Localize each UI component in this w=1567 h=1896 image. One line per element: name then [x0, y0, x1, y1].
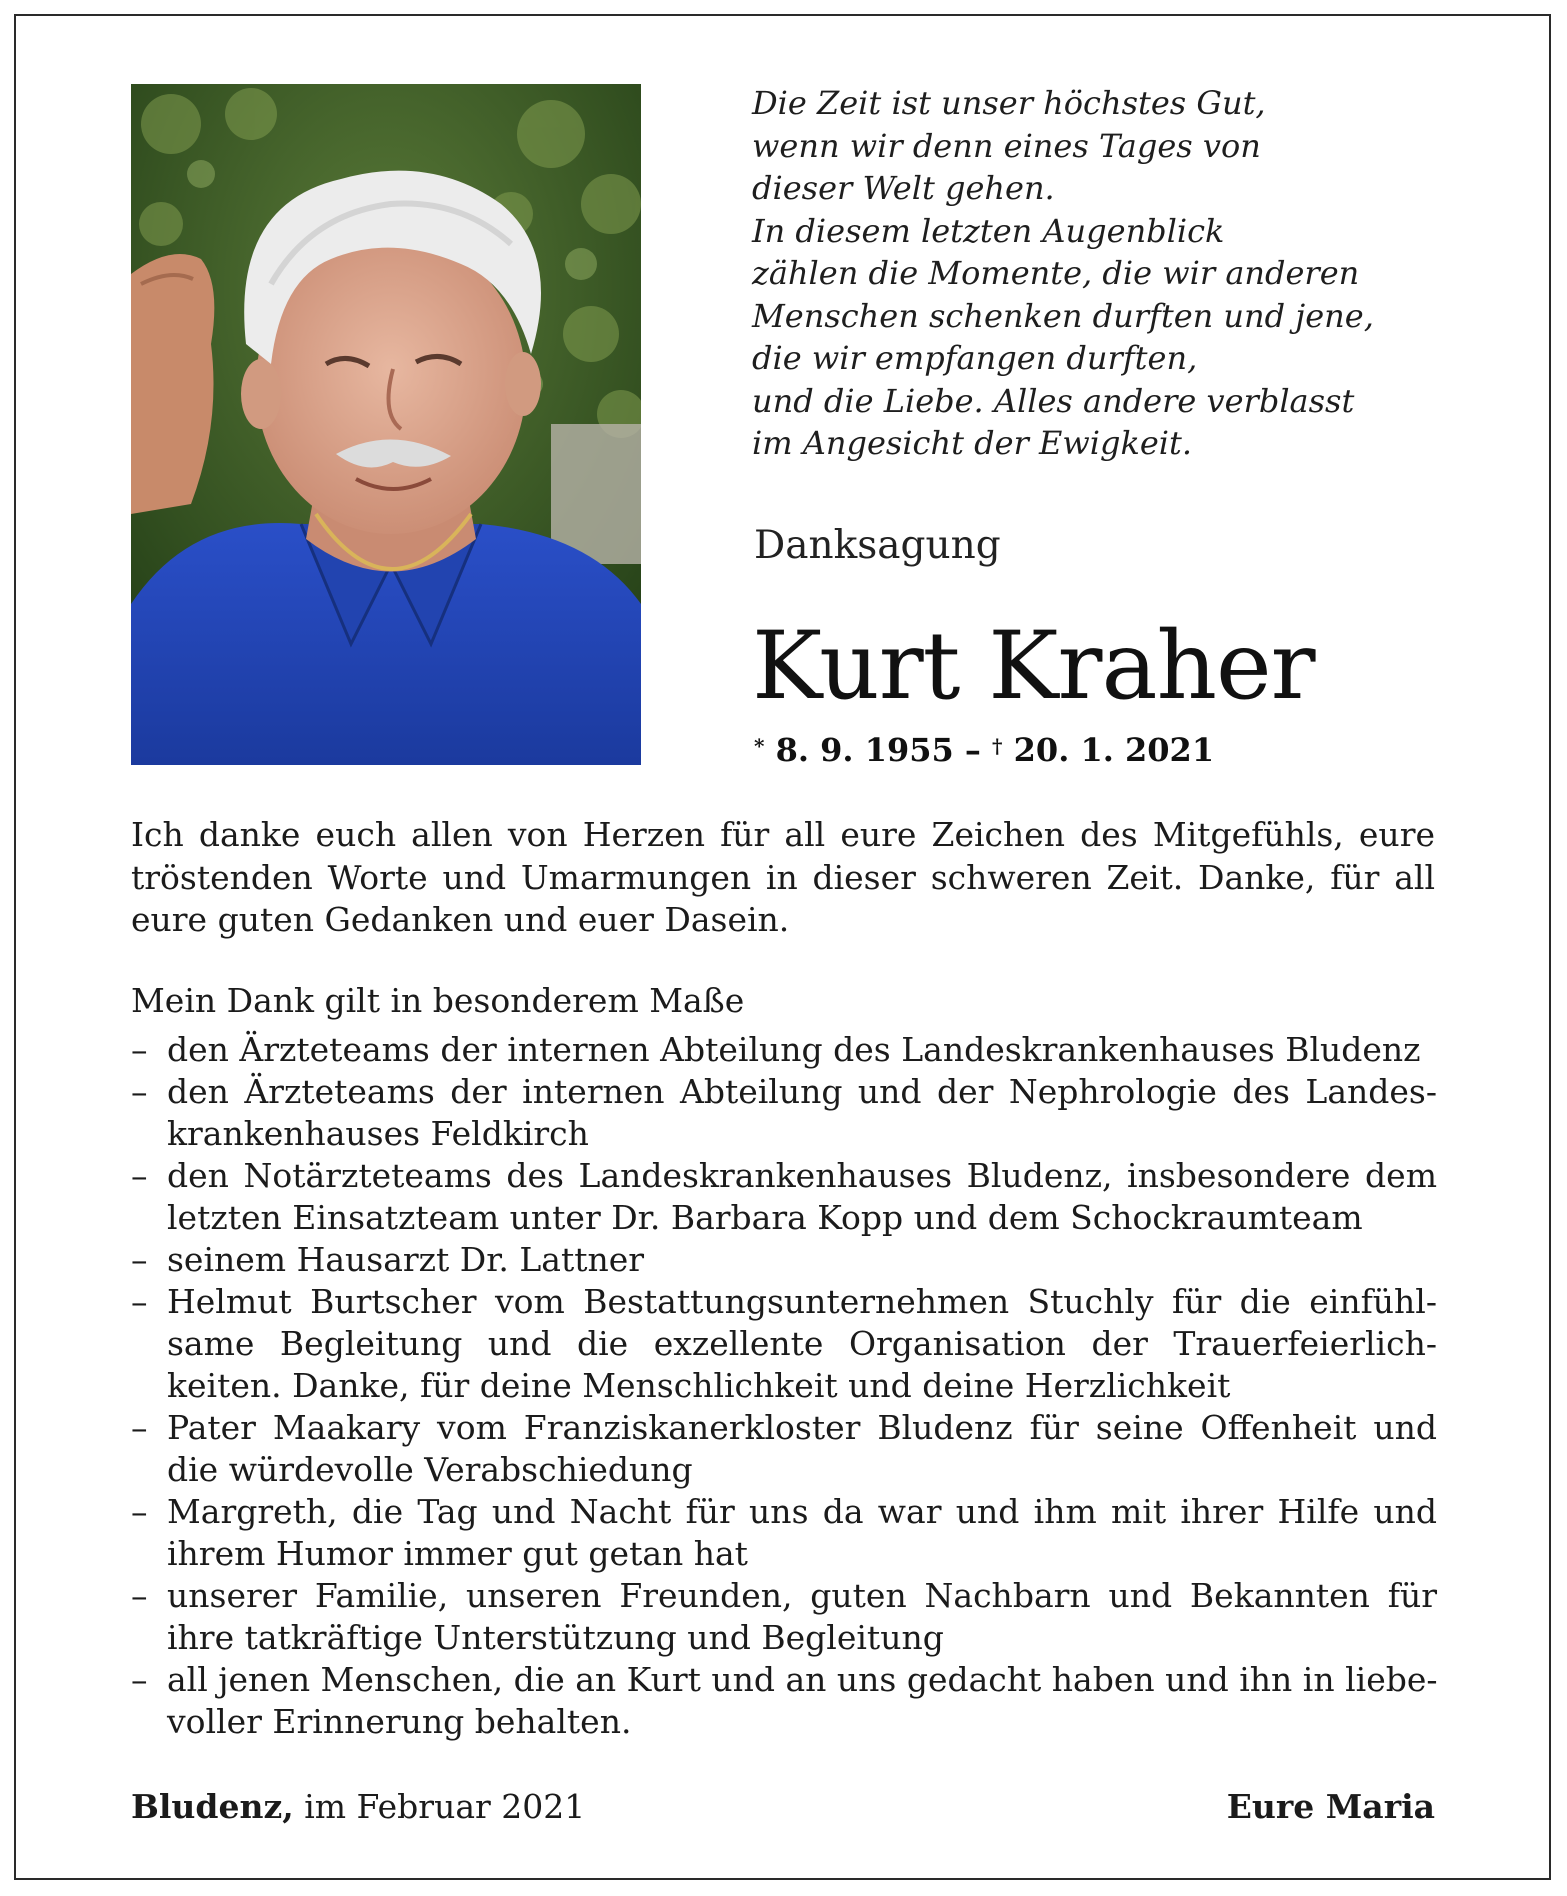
list-item-line: Pater Maakary vom Franziskanerkloster Bludenz für seine Offenheit und [167, 1408, 1437, 1447]
list-item [131, 1155, 1437, 1239]
poem-line: im Angesicht der Ewigkeit. [752, 424, 1193, 462]
portrait-photo [131, 84, 641, 765]
place-date [131, 1786, 585, 1828]
list-dash: – [131, 1660, 148, 1699]
list-item-line: unserer Familie, unseren Freunden, guten Nachbarn und Bekannten für [167, 1576, 1437, 1615]
death-date: 20. 1. 2021 [1013, 731, 1215, 769]
list-item-line: voller Erinnerung behalten. [167, 1702, 632, 1741]
poem-line: und die Liebe. Alles andere verblasst [752, 381, 1355, 420]
paragraph-line: Ich danke euch allen von Herzen für all eure Zeichen des Mitgefühls, eure [131, 815, 1435, 854]
list-item [131, 1407, 1437, 1491]
birth-symbol: * [754, 734, 765, 758]
list-item-line: Helmut Burtscher vom Bestattungsunternehmen Stuchly für die einfühl- [167, 1282, 1437, 1321]
list-item-line: same Begleitung und die exzellente Organisation der Trauerfeierlich- [167, 1324, 1437, 1363]
heading-danksagung: Danksagung [754, 523, 1001, 568]
portrait-illustration [131, 84, 641, 765]
list-item-line: die würdevolle Verabschiedung [167, 1450, 693, 1489]
date-separator: – [964, 731, 981, 769]
poem [752, 82, 1452, 465]
deceased-name: Kurt Kraher [752, 612, 1315, 721]
list-item [131, 1659, 1437, 1743]
list-dash: – [131, 1240, 148, 1279]
list-item [131, 1071, 1437, 1155]
list-item-line: den Ärzteteams der internen Abteilung und der Nephrologie des Landes- [167, 1072, 1437, 1111]
place: Bludenz, [131, 1787, 294, 1826]
list-item-line: den Ärzteteams der internen Abteilung des Landeskrankenhauses Bludenz [167, 1030, 1421, 1069]
list-dash: – [131, 1576, 148, 1615]
list-item-line: krankenhauses Feldkirch [167, 1114, 589, 1153]
paragraph-line: eure guten Gedanken und euer Dasein. [131, 900, 790, 939]
thanks-intro: Mein Dank gilt in besonderem Maße [131, 981, 745, 1020]
list-item-line: letzten Einsatzteam unter Dr. Barbara Kopp und dem Schockraumteam [167, 1198, 1363, 1237]
list-item-line: ihrem Humor immer gut getan hat [167, 1534, 748, 1573]
list-item-line: keiten. Danke, für deine Menschlichkeit und deine Herzlichkeit [167, 1366, 1231, 1405]
date-text: im Februar 2021 [293, 1787, 586, 1826]
list-item-line: all jenen Menschen, die an Kurt und an uns gedacht haben und ihn in liebe- [167, 1660, 1438, 1699]
list-dash: – [131, 1408, 148, 1447]
life-dates [754, 730, 1214, 770]
list-item [131, 1239, 1437, 1281]
list-item [131, 1281, 1437, 1407]
signature: Eure Maria [1226, 1787, 1435, 1826]
list-dash: – [131, 1156, 148, 1195]
list-item [131, 1575, 1437, 1659]
thanks-paragraph [131, 814, 1435, 942]
poem-line: wenn wir denn eines Tages von [752, 126, 1261, 165]
poem-line: dieser Welt gehen. [752, 169, 1055, 207]
poem-line: Menschen schenken durften und jene, [752, 296, 1374, 335]
birth-date: 8. 9. 1955 [775, 731, 954, 769]
list-item [131, 1029, 1437, 1071]
list-dash: – [131, 1492, 148, 1531]
list-dash: – [131, 1072, 148, 1111]
thanks-list [131, 1029, 1437, 1743]
list-item-line: Margreth, die Tag und Nacht für uns da war und ihm mit ihrer Hilfe und [167, 1492, 1437, 1531]
list-item-line: den Notärzteteams des Landeskrankenhauses Bludenz, insbesondere dem [167, 1156, 1437, 1195]
list-item [131, 1491, 1437, 1575]
poem-line: Die Zeit ist unser höchstes Gut, [752, 84, 1266, 122]
list-dash: – [131, 1282, 148, 1321]
poem-line: zählen die Momente, die wir anderen [752, 254, 1360, 292]
paragraph-line: tröstenden Worte und Umarmungen in dieser schweren Zeit. Danke, für all [131, 857, 1435, 897]
death-symbol: † [992, 734, 1003, 758]
list-dash: – [131, 1030, 148, 1069]
list-item-line: seinem Hausarzt Dr. Lattner [167, 1240, 645, 1279]
list-item-line: ihre tatkräftige Unterstützung und Begleitung [167, 1618, 944, 1657]
poem-line: die wir empfangen durften, [752, 339, 1198, 377]
poem-line: In diesem letzten Augenblick [752, 211, 1225, 250]
